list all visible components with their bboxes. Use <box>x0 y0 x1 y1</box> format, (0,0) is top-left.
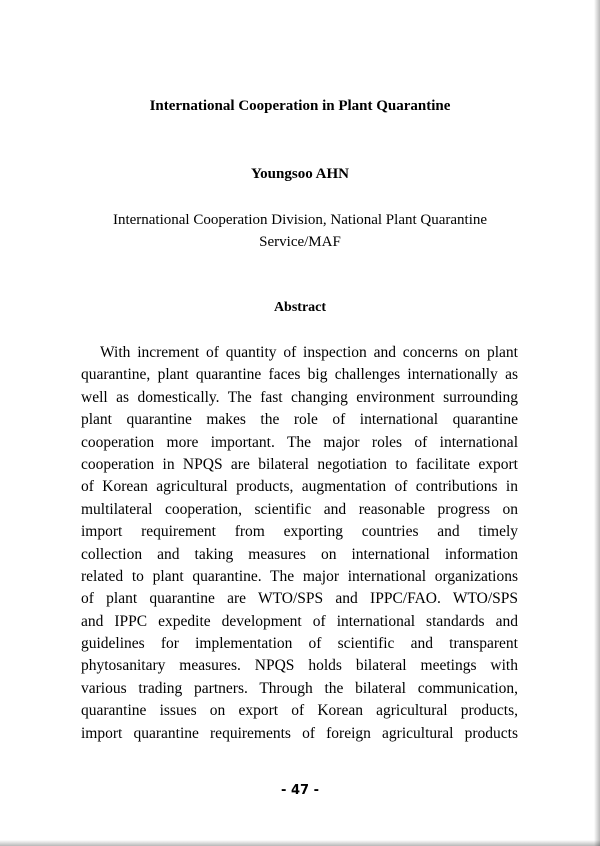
abstract-line: guidelines for implementation of scientific and transparent <box>81 635 518 653</box>
abstract-line: related to plant quarantine. The major international organizations <box>81 567 518 585</box>
page-number: - 47 - <box>281 783 319 798</box>
author-affiliation <box>80 209 520 253</box>
abstract-line: cooperation in NPQS are bilateral negotiation to facilitate export <box>81 455 518 473</box>
abstract-line: plant quarantine makes the role of international quarantine <box>81 411 518 429</box>
abstract-line: phytosanitary measures. NPQS holds bilateral meetings with <box>81 657 518 675</box>
abstract-line: quarantine issues on export of Korean agricultural products, <box>81 702 518 720</box>
abstract-line: well as domestically. The fast changing environment surrounding <box>81 388 518 406</box>
affiliation-line: Service/MAF <box>259 234 341 250</box>
affiliation-line: International Cooperation Division, National Plant Quarantine <box>112 212 488 228</box>
page-edge-shadow <box>0 840 600 846</box>
abstract-heading: Abstract <box>273 300 327 315</box>
page-edge-shadow <box>594 0 600 846</box>
abstract-line: import quarantine requirements of foreign agricultural products <box>81 724 518 742</box>
abstract-line: import requirement from exporting countries and timely <box>81 523 518 541</box>
abstract-body <box>81 342 518 745</box>
abstract-line: collection and taking measures on international information <box>81 545 518 563</box>
abstract-line: of Korean agricultural products, augmentation of contributions in <box>81 478 518 496</box>
abstract-line: of plant quarantine are WTO/SPS and IPPC/FAO. WTO/SPS <box>81 590 518 608</box>
author-name: Youngsoo AHN <box>251 166 349 182</box>
abstract-line: quarantine, plant quarantine faces big challenges internationally as <box>81 366 518 384</box>
abstract-line: various trading partners. Through the bilateral communication, <box>81 679 518 697</box>
abstract-line: and IPPC expedite development of international standards and <box>81 612 518 630</box>
abstract-line: multilateral cooperation, scientific and reasonable progress on <box>81 500 518 518</box>
abstract-line: cooperation more important. The major roles of international <box>81 433 518 451</box>
abstract-line: With increment of quantity of inspection and concerns on plant <box>100 344 518 361</box>
paper-title: International Cooperation in Plant Quarantine <box>149 98 451 114</box>
